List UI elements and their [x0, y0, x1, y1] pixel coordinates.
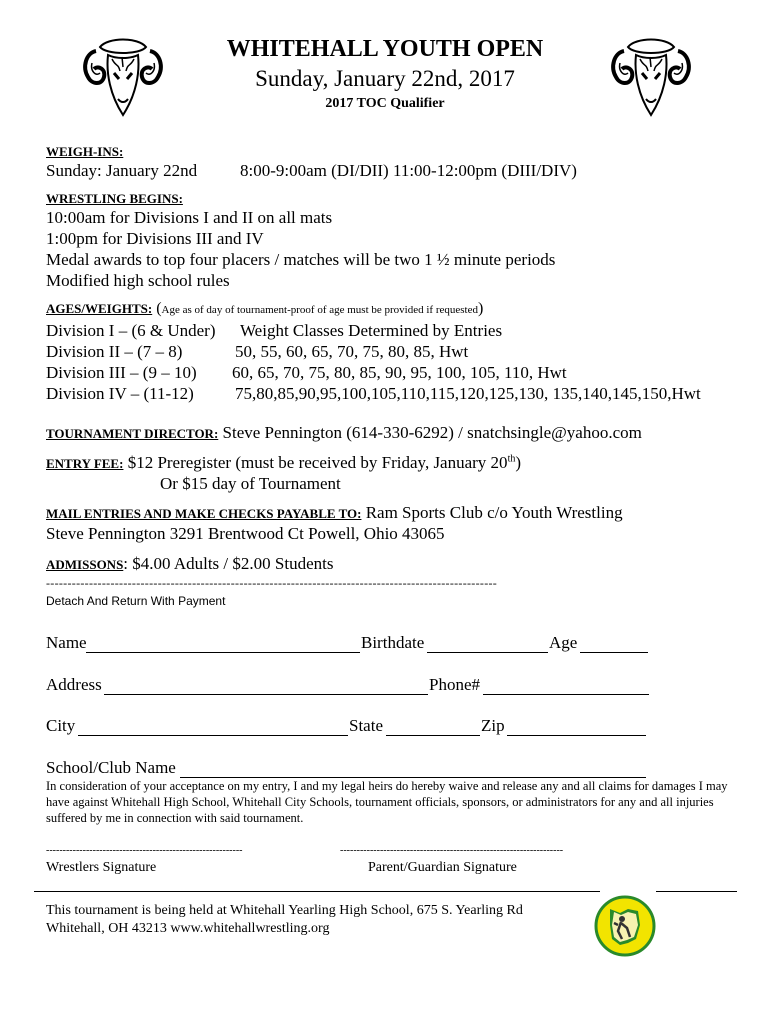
name-label: Name	[46, 633, 87, 652]
weigh-ins-day: Sunday: January 22nd	[46, 161, 198, 180]
division-name: Division III – (9 – 10)	[46, 363, 197, 382]
mail-heading: MAIL ENTRIES AND MAKE CHECKS PAYABLE TO:	[46, 506, 362, 521]
division-weights: 60, 65, 70, 75, 80, 85, 90, 95, 100, 105, 110, Hwt	[232, 363, 567, 382]
event-title: WHITEHALL YOUTH OPEN	[226, 36, 544, 62]
ages-note-close: )	[478, 300, 484, 317]
director-heading: TOURNAMENT DIRECTOR:	[46, 426, 219, 441]
name-field[interactable]	[86, 651, 360, 653]
division-weights: Weight Classes Determined by Entries	[240, 321, 503, 340]
ages-heading-line	[46, 300, 483, 318]
entry-fee-heading: ENTRY FEE:	[46, 456, 124, 471]
state-field[interactable]	[386, 734, 480, 736]
age-field[interactable]	[580, 651, 648, 653]
address-label: Address	[46, 675, 102, 694]
wrestler-signature-dashes: -----------------------------------------------------------	[46, 845, 243, 856]
venue-line: This tournament is being held at Whitehall Yearling High School, 675 S. Yearling Rd	[46, 903, 523, 918]
entry-fee-day-of: Or $15 day of Tournament	[160, 474, 341, 493]
entry-fee-sup: th	[507, 453, 516, 465]
qualifier-label: 2017 TOC Qualifier	[325, 96, 445, 111]
birthdate-label: Birthdate	[361, 633, 425, 652]
division-name: Division II – (7 – 8)	[46, 342, 183, 361]
division-name: Division IV – (11-12)	[46, 384, 194, 403]
state-label: State	[349, 716, 383, 735]
zip-label: Zip	[481, 716, 505, 735]
event-date: Sunday, January 22nd, 2017	[255, 66, 515, 91]
venue-city-line: Whitehall, OH 43213 www.whitehallwrestling.org	[46, 921, 330, 936]
detach-dashes: ---------------------------------------------------------------------------------------------------------	[46, 576, 498, 590]
division-weights: 75,80,85,90,95,100,105,110,115,120,125,130, 135,140,145,150,Hwt	[235, 384, 701, 403]
zip-field[interactable]	[507, 734, 646, 736]
birthdate-field[interactable]	[427, 651, 548, 653]
divider-line-short	[656, 890, 737, 892]
detach-text: Detach And Return With Payment	[46, 594, 226, 608]
mail-address: Steve Pennington 3291 Brentwood Ct Powell, Ohio 43065	[46, 524, 445, 543]
age-label: Age	[549, 633, 578, 652]
wrestling-line: 1:00pm for Divisions III and IV	[46, 229, 264, 248]
entry-fee-line	[46, 453, 521, 474]
city-label: City	[46, 716, 76, 735]
admissions-heading: ADMISSONS	[46, 557, 124, 572]
address-field[interactable]	[104, 693, 428, 695]
entry-fee-text: $12 Preregister (must be received by Friday, January 20	[123, 453, 508, 472]
wrestling-line: 10:00am for Divisions I and II on all mats	[46, 208, 333, 227]
parent-signature-label: Parent/Guardian Signature	[368, 860, 517, 875]
ages-weights-heading: AGES/WEIGHTS:	[46, 301, 153, 316]
ages-note-open: (	[156, 300, 162, 317]
wrestler-signature-label: Wrestlers Signature	[46, 860, 157, 875]
ohio-wrestling-logo	[594, 895, 656, 957]
mail-line	[46, 503, 623, 524]
waiver-text: In consideration of your acceptance on my entry, I and my legal heirs do hereby waive and release any and all claims for damages I may have against Whitehall High School, Whitehall City Schools, tournament officials, sponsors, or administrators for any and all injuries suffered by me in connection with said tournament.	[46, 779, 728, 825]
school-label: School/Club Name	[46, 758, 176, 777]
weigh-ins-times: 8:00-9:00am (DI/DII) 11:00-12:00pm (DIII/DIV)	[240, 161, 577, 180]
entry-fee-end: )	[515, 453, 522, 472]
wrestling-begins-heading: WRESTLING BEGINS:	[46, 191, 183, 206]
admissions-line	[46, 554, 333, 575]
wrestling-line: Modified high school rules	[46, 271, 230, 290]
wrestling-line: Medal awards to top four placers / matches will be two 1 ½ minute periods	[46, 250, 556, 269]
ohio-wrestling-icon	[594, 895, 656, 957]
phone-label: Phone#	[429, 675, 480, 694]
city-field[interactable]	[78, 734, 348, 736]
phone-field[interactable]	[483, 693, 649, 695]
director-contact: Steve Pennington (614-330-6292) / snatchsingle@yahoo.com	[218, 423, 642, 442]
parent-signature-dashes: -------------------------------------------------------------------	[340, 845, 564, 856]
admissions-prices: : $4.00 Adults / $2.00 Students	[123, 554, 334, 573]
director-line	[46, 423, 642, 444]
division-weights: 50, 55, 60, 65, 70, 75, 80, 85, Hwt	[235, 342, 469, 361]
weigh-ins-heading: WEIGH-INS:	[46, 144, 124, 159]
division-name: Division I – (6 & Under)	[46, 321, 216, 340]
divider-line	[34, 890, 600, 892]
ages-note: Age as of day of tournament-proof of age must be provided if requested	[161, 304, 478, 316]
mail-payee: Ram Sports Club c/o Youth Wrestling	[361, 503, 623, 522]
